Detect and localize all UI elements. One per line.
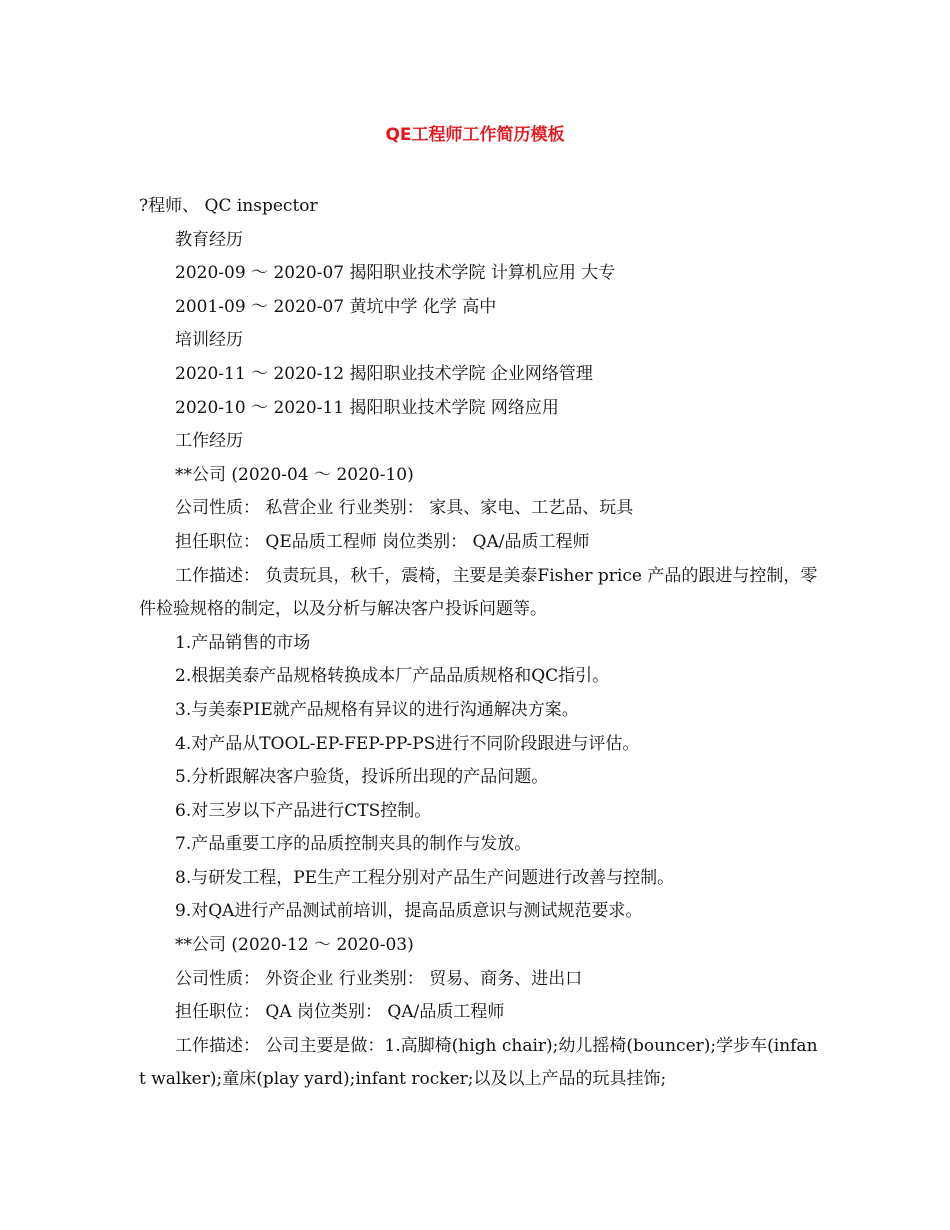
job-company-nature: 公司性质： 私营企业 行业类别： 家具、家电、工艺品、玩具: [175, 498, 634, 519]
job-duty-item: 4.对产品从TOOL-EP-FEP-PP-PS进行不同阶段跟进与评估。: [175, 733, 640, 754]
intro-line: ?程师、 QC inspector: [139, 196, 318, 216]
job-company: **公司 (2020-12 ～ 2020-03): [175, 935, 414, 956]
job-duty-item: 3.与美泰PIE就产品规格有异议的进行沟通解决方案。: [175, 699, 579, 720]
education-entry: 2020-09 ～ 2020-07 揭阳职业技术学院 计算机应用 大专: [175, 263, 616, 284]
work-heading: 工作经历: [175, 431, 243, 452]
education-entry: 2001-09 ～ 2020-07 黄坑中学 化学 高中: [175, 296, 497, 317]
job-company: **公司 (2020-04 ～ 2020-10): [175, 464, 414, 485]
job-duty-item: 8.与研发工程，PE生产工程分别对产品生产问题进行改善与控制。: [175, 867, 675, 888]
job-description: 工作描述： 负责玩具，秋千，震椅，主要是美泰Fisher price 产品的跟进与控制，零件检验规格的制定，以及分析与解决客户投诉问题等。: [139, 565, 818, 620]
job-duty-item: 6.对三岁以下产品进行CTS控制。: [175, 800, 432, 821]
job-position: 担任职位： QE品质工程师 岗位类别： QA/品质工程师: [175, 531, 590, 552]
job-duty-item: 5.分析跟解决客户验货，投诉所出现的产品问题。: [175, 767, 549, 788]
training-entry: 2020-10 ～ 2020-11 揭阳职业技术学院 网络应用: [175, 397, 559, 418]
resume-body: [139, 190, 819, 1097]
job-duty-item: 9.对QA进行产品测试前培训，提高品质意识与测试规范要求。: [175, 901, 643, 922]
education-heading: 教育经历: [175, 229, 243, 250]
training-entry: 2020-11 ～ 2020-12 揭阳职业技术学院 企业网络管理: [175, 363, 593, 384]
job-position: 担任职位： QA 岗位类别： QA/品质工程师: [175, 1002, 505, 1023]
job-company-nature: 公司性质： 外资企业 行业类别： 贸易、商务、进出口: [175, 968, 583, 989]
training-heading: 培训经历: [175, 330, 243, 351]
job-duty-item: 1.产品销售的市场: [175, 632, 311, 653]
job-description: 工作描述： 公司主要是做：1.高脚椅(high chair);幼儿摇椅(bouncer);学步车(infant walker);童床(play yard);infant rocker;以及以上产品的玩具挂饰;: [139, 1035, 818, 1090]
job-duty-item: 7.产品重要工序的品质控制夹具的制作与发放。: [175, 834, 532, 855]
job-duty-item: 2.根据美泰产品规格转换成本厂产品品质规格和QC指引。: [175, 666, 610, 687]
page-title: QE工程师工作简历模板: [385, 125, 565, 145]
